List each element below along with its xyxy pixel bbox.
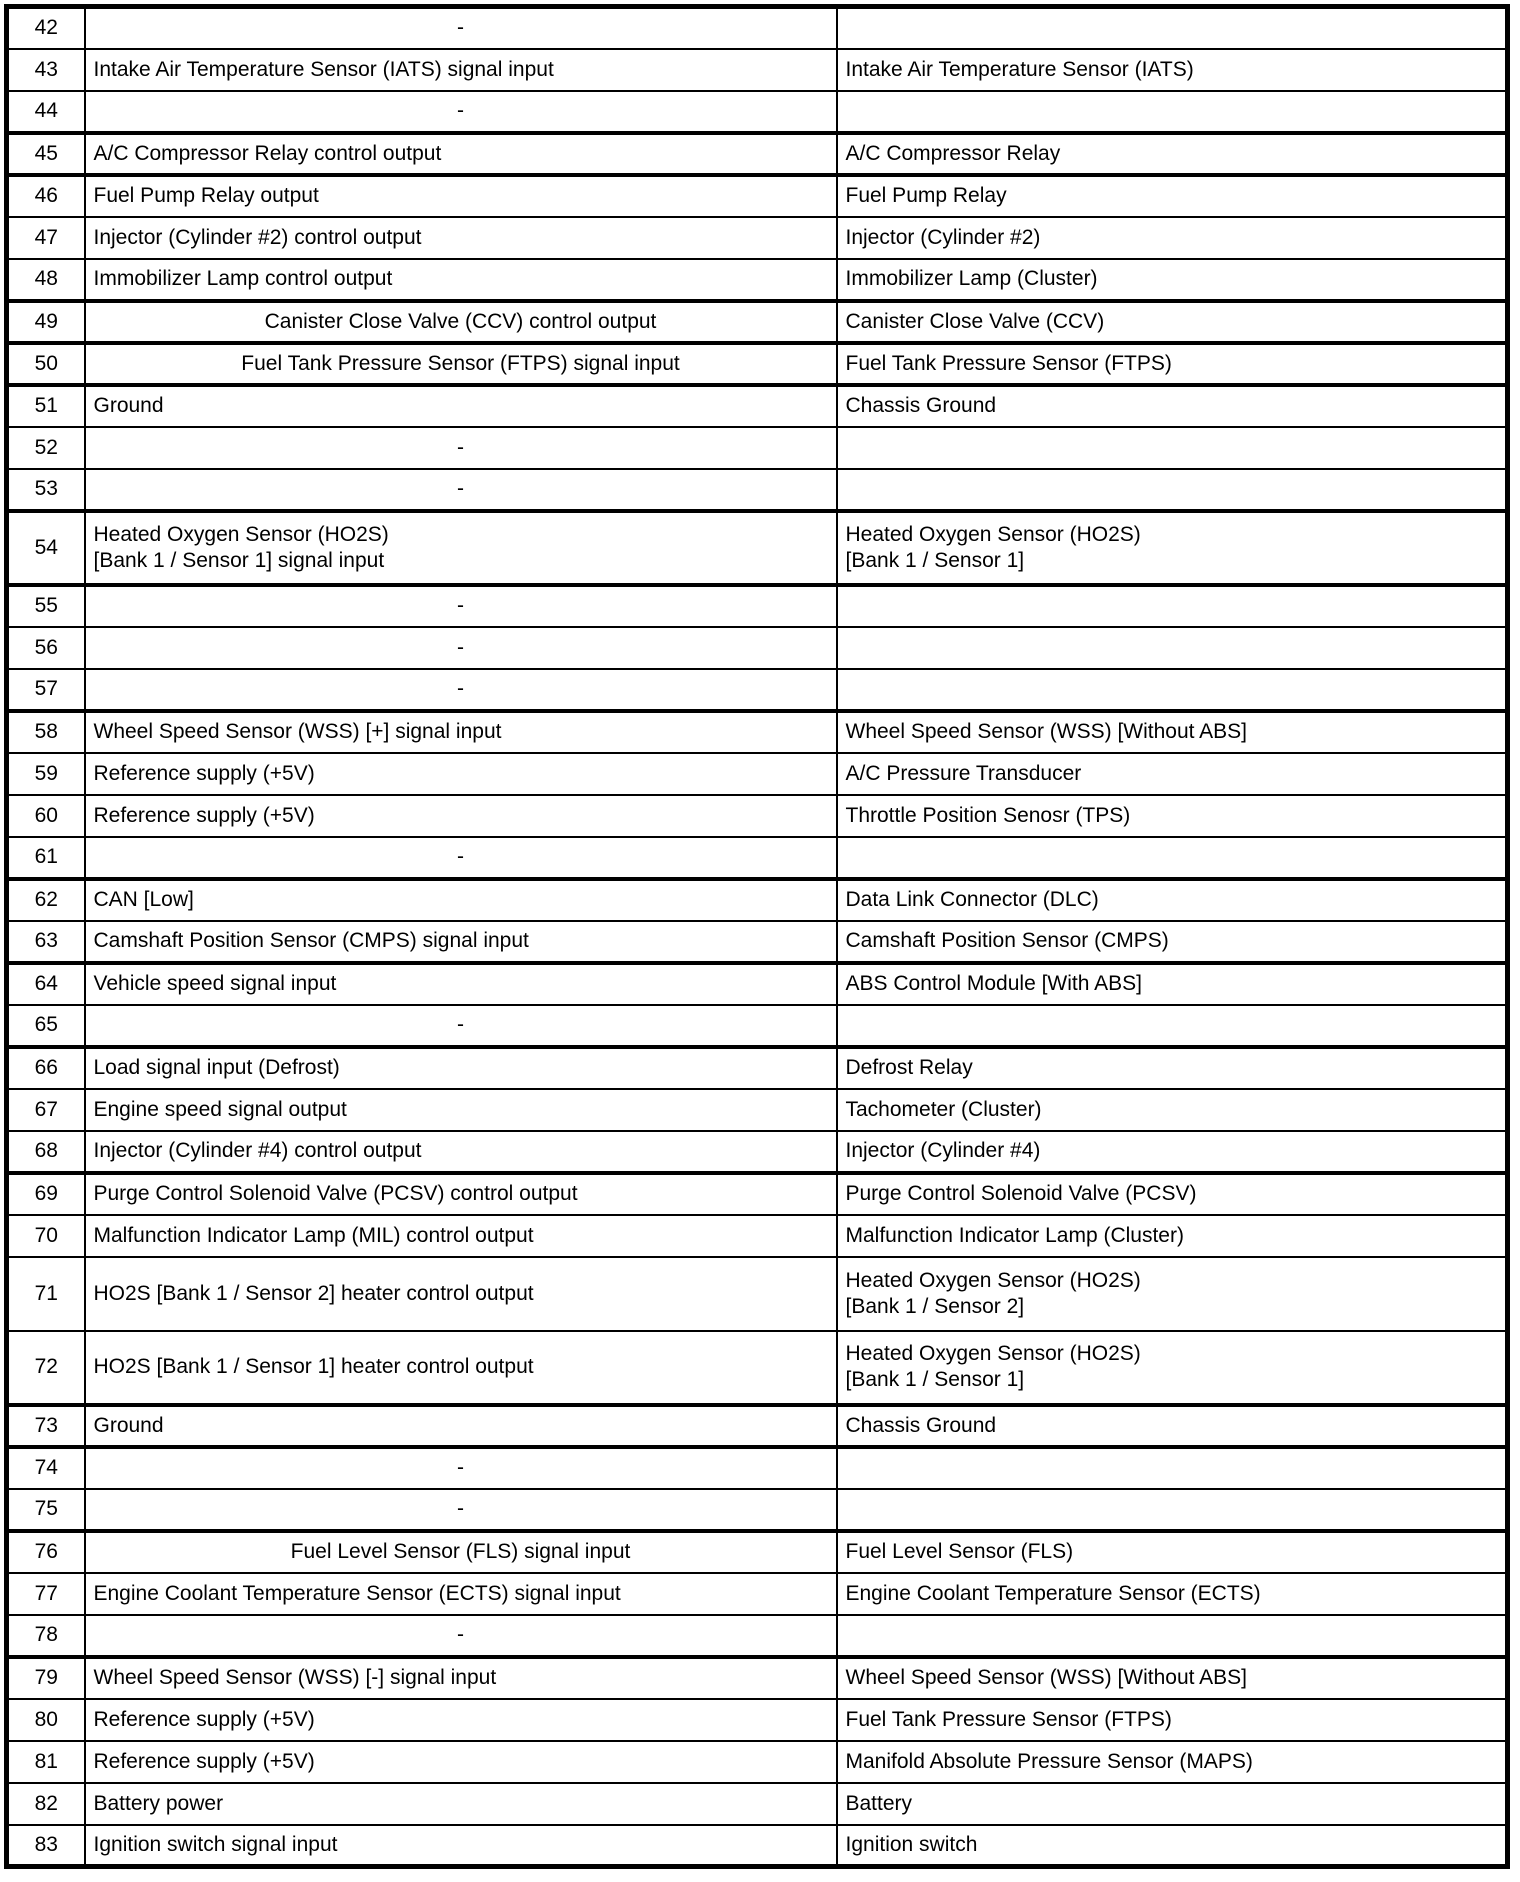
connected-component-cell bbox=[837, 91, 1508, 133]
connected-component-cell bbox=[837, 385, 1508, 427]
pin-description-cell bbox=[85, 301, 837, 343]
description-line: Malfunction Indicator Lamp (MIL) control output bbox=[93, 1223, 534, 1247]
description-line: Wheel Speed Sensor (WSS) [+] signal input bbox=[93, 720, 502, 743]
pin-description-cell bbox=[85, 1173, 837, 1215]
connected-component-cell bbox=[837, 1089, 1508, 1131]
connected-component-line: ABS Control Module [With ABS] bbox=[845, 972, 1142, 995]
table-row bbox=[7, 427, 1508, 469]
table-row bbox=[7, 175, 1508, 217]
table-row bbox=[7, 1657, 1508, 1699]
pin-number-cell: 47 bbox=[7, 217, 85, 259]
pin-description-cell bbox=[85, 1825, 837, 1867]
table-row bbox=[7, 1489, 1508, 1531]
pin-description-cell bbox=[85, 511, 837, 585]
connected-component-line: Battery bbox=[845, 1791, 913, 1815]
connected-component-cell bbox=[837, 1657, 1508, 1699]
description-line: HO2S [Bank 1 / Sensor 1] heater control output bbox=[93, 1355, 534, 1378]
connected-component-cell bbox=[837, 469, 1508, 511]
pin-number-cell: 83 bbox=[7, 1825, 85, 1867]
connected-component-line: Injector (Cylinder #2) bbox=[845, 225, 1041, 249]
table-row bbox=[7, 1741, 1508, 1783]
pin-description-cell bbox=[85, 921, 837, 963]
table-row bbox=[7, 217, 1508, 259]
connected-component-line: Wheel Speed Sensor (WSS) [Without ABS] bbox=[845, 1666, 1248, 1689]
connected-component-cell bbox=[837, 921, 1508, 963]
connected-component-line: Heated Oxygen Sensor (HO2S) bbox=[845, 1268, 1141, 1292]
pin-number-cell: 48 bbox=[7, 259, 85, 301]
description-line: - bbox=[457, 677, 464, 700]
table-row bbox=[7, 91, 1508, 133]
pin-number-cell: 61 bbox=[7, 837, 85, 879]
table-row bbox=[7, 1531, 1508, 1573]
pin-description-cell bbox=[85, 1741, 837, 1783]
connected-component-cell bbox=[837, 1741, 1508, 1783]
connected-component-cell bbox=[837, 1047, 1508, 1089]
pin-number-cell: 64 bbox=[7, 963, 85, 1005]
connected-component-line: Heated Oxygen Sensor (HO2S) bbox=[845, 1342, 1141, 1365]
pin-number-cell: 58 bbox=[7, 711, 85, 753]
connected-component-cell bbox=[837, 1331, 1508, 1405]
pin-number-cell: 43 bbox=[7, 49, 85, 91]
connected-component-cell bbox=[837, 427, 1508, 469]
table-row bbox=[7, 711, 1508, 753]
description-line: Fuel Pump Relay output bbox=[93, 184, 319, 207]
table-row bbox=[7, 1005, 1508, 1047]
pin-description-cell bbox=[85, 343, 837, 385]
pin-description-cell bbox=[85, 1573, 837, 1615]
pin-number-cell: 76 bbox=[7, 1531, 85, 1573]
pin-number-cell: 60 bbox=[7, 795, 85, 837]
table-row bbox=[7, 1131, 1508, 1173]
pin-description-cell bbox=[85, 133, 837, 175]
connected-component-cell bbox=[837, 7, 1508, 49]
table-row bbox=[7, 1447, 1508, 1489]
pin-number-cell: 57 bbox=[7, 669, 85, 711]
table-row bbox=[7, 511, 1508, 585]
connected-component-line: A/C Pressure Transducer bbox=[845, 761, 1082, 785]
table-row bbox=[7, 469, 1508, 511]
connected-component-cell bbox=[837, 669, 1508, 711]
description-line: - bbox=[457, 1456, 464, 1479]
connected-component-line: A/C Compressor Relay bbox=[845, 141, 1061, 165]
connected-component-cell bbox=[837, 585, 1508, 627]
connected-component-line: Camshaft Position Sensor (CMPS) bbox=[845, 929, 1169, 952]
pin-number-cell: 51 bbox=[7, 385, 85, 427]
description-line: Camshaft Position Sensor (CMPS) signal input bbox=[93, 929, 529, 952]
description-line: Wheel Speed Sensor (WSS) [-] signal input bbox=[93, 1666, 497, 1689]
connected-component-cell bbox=[837, 1173, 1508, 1215]
pin-description-cell bbox=[85, 1615, 837, 1657]
pin-description-cell bbox=[85, 175, 837, 217]
pin-number-cell: 50 bbox=[7, 343, 85, 385]
connected-component-line: Defrost Relay bbox=[845, 1056, 973, 1079]
description-line: Fuel Tank Pressure Sensor (FTPS) signal input bbox=[241, 351, 680, 375]
pin-number-cell: 53 bbox=[7, 469, 85, 511]
connected-component-cell bbox=[837, 511, 1508, 585]
pin-number-cell: 81 bbox=[7, 1741, 85, 1783]
pin-number-cell: 56 bbox=[7, 627, 85, 669]
connected-component-line: Engine Coolant Temperature Sensor (ECTS) bbox=[845, 1581, 1261, 1605]
description-line: HO2S [Bank 1 / Sensor 2] heater control output bbox=[93, 1281, 534, 1305]
connected-component-cell bbox=[837, 1489, 1508, 1531]
pin-description-cell bbox=[85, 91, 837, 133]
description-line: Engine speed signal output bbox=[93, 1097, 347, 1121]
table-row bbox=[7, 385, 1508, 427]
description-line: Canister Close Valve (CCV) control output bbox=[264, 309, 657, 333]
pin-number-cell: 65 bbox=[7, 1005, 85, 1047]
connected-component-line: Injector (Cylinder #4) bbox=[845, 1139, 1041, 1162]
pin-number-cell: 74 bbox=[7, 1447, 85, 1489]
pin-description-cell bbox=[85, 669, 837, 711]
pin-description-cell bbox=[85, 7, 837, 49]
table-row bbox=[7, 963, 1508, 1005]
connected-component-cell bbox=[837, 1783, 1508, 1825]
table-row bbox=[7, 1783, 1508, 1825]
connected-component-cell bbox=[837, 49, 1508, 91]
pin-description-cell bbox=[85, 795, 837, 837]
pin-description-cell bbox=[85, 627, 837, 669]
table-row bbox=[7, 837, 1508, 879]
connected-component-cell bbox=[837, 343, 1508, 385]
connected-component-cell bbox=[837, 879, 1508, 921]
pin-description-cell bbox=[85, 1257, 837, 1331]
connected-component-line: Immobilizer Lamp (Cluster) bbox=[845, 267, 1098, 290]
connected-component-cell bbox=[837, 133, 1508, 175]
pin-description-cell bbox=[85, 1489, 837, 1531]
pin-number-cell: 62 bbox=[7, 879, 85, 921]
pin-description-cell bbox=[85, 1447, 837, 1489]
pin-description-cell bbox=[85, 879, 837, 921]
table-row bbox=[7, 669, 1508, 711]
pin-description-cell bbox=[85, 385, 837, 427]
pin-number-cell: 66 bbox=[7, 1047, 85, 1089]
pin-number-cell: 79 bbox=[7, 1657, 85, 1699]
table-row bbox=[7, 1215, 1508, 1257]
table-row bbox=[7, 1573, 1508, 1615]
pin-description-cell bbox=[85, 753, 837, 795]
connected-component-cell bbox=[837, 1615, 1508, 1657]
pin-number-cell: 67 bbox=[7, 1089, 85, 1131]
table-row bbox=[7, 1089, 1508, 1131]
pin-number-cell: 44 bbox=[7, 91, 85, 133]
pin-number-cell: 73 bbox=[7, 1405, 85, 1447]
pin-description-cell bbox=[85, 1005, 837, 1047]
connected-component-line: Canister Close Valve (CCV) bbox=[845, 309, 1105, 333]
description-line: - bbox=[457, 99, 464, 122]
pin-number-cell: 46 bbox=[7, 175, 85, 217]
connected-component-line: Data Link Connector (DLC) bbox=[845, 888, 1099, 911]
connected-component-line: Fuel Pump Relay bbox=[845, 184, 1007, 207]
description-line: Reference supply (+5V) bbox=[93, 1749, 315, 1773]
pin-number-cell: 72 bbox=[7, 1331, 85, 1405]
connected-component-line: Manifold Absolute Pressure Sensor (MAPS) bbox=[845, 1749, 1253, 1773]
connected-component-cell bbox=[837, 795, 1508, 837]
pin-number-cell: 52 bbox=[7, 427, 85, 469]
connected-component-cell bbox=[837, 963, 1508, 1005]
pin-description-cell bbox=[85, 837, 837, 879]
description-line: Intake Air Temperature Sensor (IATS) signal input bbox=[93, 57, 554, 81]
connected-component-cell bbox=[837, 301, 1508, 343]
description-line: Reference supply (+5V) bbox=[93, 803, 315, 827]
connected-component-line: [Bank 1 / Sensor 1] bbox=[845, 1368, 1025, 1391]
pin-description-cell bbox=[85, 259, 837, 301]
description-line: Purge Control Solenoid Valve (PCSV) control output bbox=[93, 1182, 578, 1205]
description-line: Load signal input (Defrost) bbox=[93, 1056, 340, 1079]
connected-component-line: Fuel Level Sensor (FLS) bbox=[845, 1540, 1074, 1563]
pin-table bbox=[4, 4, 1510, 1869]
connected-component-cell bbox=[837, 1699, 1508, 1741]
pin-description-cell bbox=[85, 49, 837, 91]
table-row bbox=[7, 879, 1508, 921]
description-line: Ignition switch signal input bbox=[93, 1832, 338, 1856]
table-row bbox=[7, 301, 1508, 343]
pin-number-cell: 63 bbox=[7, 921, 85, 963]
description-line: - bbox=[457, 16, 464, 40]
description-line: Fuel Level Sensor (FLS) signal input bbox=[290, 1540, 631, 1563]
table-row bbox=[7, 1825, 1508, 1867]
pin-description-cell bbox=[85, 711, 837, 753]
table-row bbox=[7, 753, 1508, 795]
description-line: Vehicle speed signal input bbox=[93, 972, 337, 995]
pin-table-body bbox=[7, 7, 1508, 1867]
pin-number-cell: 82 bbox=[7, 1783, 85, 1825]
pin-number-cell: 77 bbox=[7, 1573, 85, 1615]
connected-component-line: Intake Air Temperature Sensor (IATS) bbox=[845, 57, 1194, 81]
pin-description-cell bbox=[85, 469, 837, 511]
connected-component-cell bbox=[837, 1825, 1508, 1867]
connected-component-cell bbox=[837, 1215, 1508, 1257]
connected-component-line: Malfunction Indicator Lamp (Cluster) bbox=[845, 1223, 1184, 1247]
connected-component-line: Tachometer (Cluster) bbox=[845, 1097, 1042, 1121]
pin-number-cell: 49 bbox=[7, 301, 85, 343]
connected-component-line: Fuel Tank Pressure Sensor (FTPS) bbox=[845, 1707, 1172, 1731]
connected-component-cell bbox=[837, 711, 1508, 753]
connected-component-line: Ignition switch bbox=[845, 1832, 978, 1856]
description-line: [Bank 1 / Sensor 1] signal input bbox=[93, 548, 385, 572]
pin-description-cell bbox=[85, 585, 837, 627]
pin-description-cell bbox=[85, 1657, 837, 1699]
pin-description-cell bbox=[85, 1047, 837, 1089]
description-line: - bbox=[457, 1013, 464, 1036]
pin-number-cell: 69 bbox=[7, 1173, 85, 1215]
connected-component-cell bbox=[837, 1257, 1508, 1331]
description-line: Heated Oxygen Sensor (HO2S) bbox=[93, 522, 389, 546]
table-row bbox=[7, 1699, 1508, 1741]
table-row bbox=[7, 133, 1508, 175]
connected-component-line: Fuel Tank Pressure Sensor (FTPS) bbox=[845, 351, 1172, 375]
table-row bbox=[7, 1615, 1508, 1657]
pin-number-cell: 68 bbox=[7, 1131, 85, 1173]
connected-component-line: Chassis Ground bbox=[845, 1413, 997, 1437]
connected-component-cell bbox=[837, 1447, 1508, 1489]
pin-number-cell: 59 bbox=[7, 753, 85, 795]
description-line: - bbox=[457, 635, 464, 659]
pin-description-cell bbox=[85, 963, 837, 1005]
pin-description-cell bbox=[85, 1131, 837, 1173]
connected-component-cell bbox=[837, 1005, 1508, 1047]
connected-component-line: Heated Oxygen Sensor (HO2S) bbox=[845, 522, 1141, 546]
pin-number-cell: 45 bbox=[7, 133, 85, 175]
connected-component-line: Wheel Speed Sensor (WSS) [Without ABS] bbox=[845, 720, 1248, 743]
pin-number-cell: 55 bbox=[7, 585, 85, 627]
table-row bbox=[7, 585, 1508, 627]
connected-component-cell bbox=[837, 1531, 1508, 1573]
connected-component-line: Chassis Ground bbox=[845, 394, 997, 417]
table-row bbox=[7, 49, 1508, 91]
description-line: - bbox=[457, 477, 464, 500]
connected-component-cell bbox=[837, 1405, 1508, 1447]
pin-description-cell bbox=[85, 1405, 837, 1447]
pin-number-cell: 70 bbox=[7, 1215, 85, 1257]
description-line: Injector (Cylinder #4) control output bbox=[93, 1139, 422, 1162]
table-row bbox=[7, 795, 1508, 837]
connected-component-line: Purge Control Solenoid Valve (PCSV) bbox=[845, 1182, 1197, 1205]
pin-description-cell bbox=[85, 1783, 837, 1825]
table-row bbox=[7, 1331, 1508, 1405]
connected-component-line: Throttle Position Senosr (TPS) bbox=[845, 803, 1131, 827]
description-line: Reference supply (+5V) bbox=[93, 1707, 315, 1731]
connected-component-cell bbox=[837, 837, 1508, 879]
table-row bbox=[7, 7, 1508, 49]
pin-description-cell bbox=[85, 217, 837, 259]
description-line: Ground bbox=[93, 394, 164, 417]
pin-number-cell: 42 bbox=[7, 7, 85, 49]
pin-description-cell bbox=[85, 1531, 837, 1573]
description-line: Injector (Cylinder #2) control output bbox=[93, 225, 422, 249]
pin-description-cell bbox=[85, 1331, 837, 1405]
description-line: Immobilizer Lamp control output bbox=[93, 267, 393, 290]
description-line: Engine Coolant Temperature Sensor (ECTS) signal input bbox=[93, 1581, 621, 1605]
description-line: - bbox=[457, 1497, 464, 1520]
connected-component-cell bbox=[837, 175, 1508, 217]
table-row bbox=[7, 1405, 1508, 1447]
description-line: - bbox=[457, 594, 464, 617]
description-line: Battery power bbox=[93, 1791, 224, 1815]
connected-component-cell bbox=[837, 217, 1508, 259]
connected-component-line: [Bank 1 / Sensor 2] bbox=[845, 1294, 1025, 1318]
pin-number-cell: 78 bbox=[7, 1615, 85, 1657]
description-line: Ground bbox=[93, 1413, 164, 1437]
pin-number-cell: 75 bbox=[7, 1489, 85, 1531]
description-line: - bbox=[457, 435, 464, 459]
pin-number-cell: 71 bbox=[7, 1257, 85, 1331]
description-line: CAN [Low] bbox=[93, 888, 194, 911]
description-line: A/C Compressor Relay control output bbox=[93, 141, 442, 165]
connected-component-cell bbox=[837, 753, 1508, 795]
pin-description-cell bbox=[85, 427, 837, 469]
table-row bbox=[7, 343, 1508, 385]
table-row bbox=[7, 1257, 1508, 1331]
table-row bbox=[7, 627, 1508, 669]
pin-description-cell bbox=[85, 1699, 837, 1741]
table-row bbox=[7, 1173, 1508, 1215]
table-row bbox=[7, 921, 1508, 963]
pin-description-cell bbox=[85, 1215, 837, 1257]
table-row bbox=[7, 1047, 1508, 1089]
connected-component-line: [Bank 1 / Sensor 1] bbox=[845, 548, 1025, 572]
pin-number-cell: 54 bbox=[7, 511, 85, 585]
pin-number-cell: 80 bbox=[7, 1699, 85, 1741]
connected-component-cell bbox=[837, 1131, 1508, 1173]
connected-component-cell bbox=[837, 627, 1508, 669]
table-row bbox=[7, 259, 1508, 301]
description-line: - bbox=[457, 845, 464, 868]
connected-component-cell bbox=[837, 259, 1508, 301]
description-line: - bbox=[457, 1623, 464, 1646]
connected-component-cell bbox=[837, 1573, 1508, 1615]
pinout-table-section bbox=[4, 4, 1512, 1869]
pin-description-cell bbox=[85, 1089, 837, 1131]
description-line: Reference supply (+5V) bbox=[93, 761, 315, 785]
